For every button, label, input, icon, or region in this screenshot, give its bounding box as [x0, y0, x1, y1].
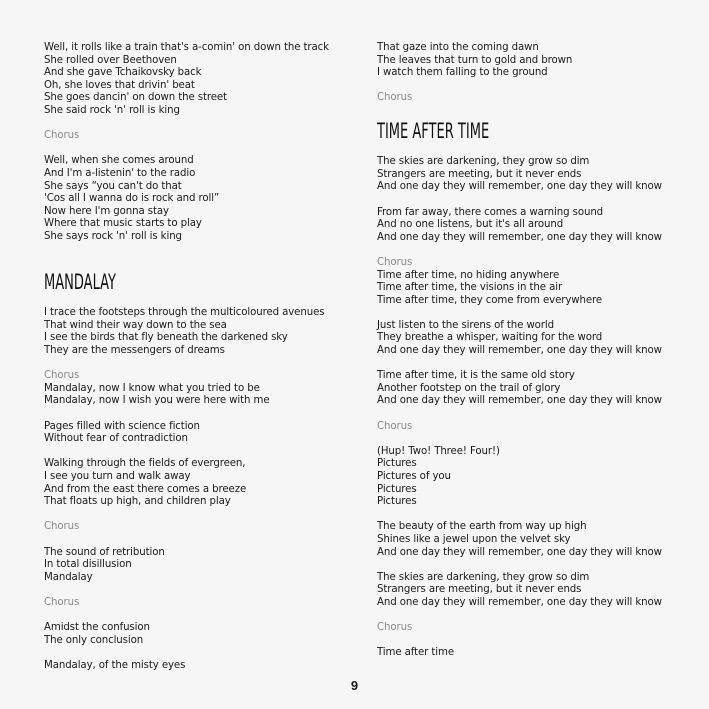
lyric-line: The skies are darkening, they grow so dim	[377, 156, 590, 168]
lyric-line: Pictures	[377, 483, 417, 495]
stanza-spacer	[44, 509, 354, 522]
left-lyrics-column	[44, 42, 354, 673]
lyric-line: Time after time, no hiding anywhere	[377, 269, 560, 281]
lyric-line: Strangers are meeting, but it never ends	[377, 168, 582, 180]
lyric-line: And she gave Tchaikovsky back	[44, 67, 202, 79]
stanza-spacer	[377, 144, 697, 157]
lyric-line: They breathe a whisper, waiting for the word	[377, 332, 603, 344]
stanza-spacer	[44, 295, 354, 308]
lyric-line: I watch them falling to the ground	[377, 67, 548, 79]
chorus-marker: Chorus	[44, 370, 80, 382]
lyric-line: Mandalay, now I know what you tried to be	[44, 382, 260, 394]
chorus-marker: Chorus	[377, 420, 413, 432]
stanza-spacer	[377, 433, 697, 446]
lyric-line: I see you turn and walk away	[44, 471, 191, 482]
chorus-marker: Chorus	[377, 92, 413, 104]
lyric-line: Shines like a jewel upon the velvet sky	[377, 533, 571, 545]
lyric-line: The sound of retribution	[44, 546, 165, 558]
lyric-line: Time after time, they come from everywhere	[377, 294, 603, 306]
stanza-spacer	[377, 408, 697, 421]
chorus-marker: Chorus	[377, 256, 413, 268]
stanza-spacer	[377, 105, 697, 118]
chorus-marker: Chorus	[44, 521, 80, 533]
stanza-spacer	[44, 358, 354, 371]
lyric-line: And no one listens, but it's all around	[377, 219, 564, 231]
lyric-line: And one day they will remember, one day they will know	[377, 231, 662, 243]
stanza-spacer	[377, 509, 697, 522]
lyric-line: Just listen to the sirens of the world	[377, 319, 554, 331]
lyric-line: And one day they will remember, one day they will know	[377, 596, 662, 608]
stanza-spacer	[44, 408, 354, 421]
lyric-line: Pages filled with science fiction	[44, 420, 200, 432]
lyric-line: Pictures of you	[377, 471, 451, 482]
lyric-line: She says “you can't do that	[44, 180, 182, 192]
stanza-spacer	[377, 80, 697, 93]
chorus-marker: Chorus	[377, 622, 413, 634]
lyric-line: And one day they will remember, one day they will know	[377, 345, 662, 357]
stanza-spacer	[44, 647, 354, 660]
lyric-line: Time after time, it is the same old story	[377, 370, 575, 382]
lyric-line: She rolled over Beethoven	[44, 54, 177, 66]
lyric-line: That gaze into the coming dawn	[377, 42, 539, 53]
lyric-line: She said rock 'n' roll is king	[44, 104, 180, 116]
stanza-spacer	[44, 446, 354, 459]
lyric-line: She says rock 'n' roll is king	[44, 230, 182, 242]
song-title: TIME AFTER TIME	[377, 118, 490, 143]
lyric-line: Walking through the fields of evergreen,	[44, 458, 246, 470]
lyric-line: 'Cos all I wanna do is rock and roll”	[44, 193, 220, 205]
stanza-spacer	[377, 635, 697, 648]
lyric-line: (Hup! Two! Three! Four!)	[377, 445, 500, 457]
right-lyrics-column	[377, 42, 697, 660]
lyric-line: Well, it rolls like a train that's a-comin' on down the track	[44, 42, 329, 53]
stanza-spacer	[377, 244, 697, 257]
lyric-line: Pictures	[377, 458, 417, 470]
lyric-line: Pictures	[377, 496, 417, 508]
lyric-line: The skies are darkening, they grow so dim	[377, 571, 590, 583]
stanza-spacer	[377, 358, 697, 371]
lyric-line: I see the birds that fly beneath the darkened sky	[44, 332, 288, 344]
lyric-line: And I'm a-listenin' to the radio	[44, 167, 196, 179]
chorus-marker: Chorus	[44, 596, 80, 608]
stanza-spacer	[44, 118, 354, 131]
lyric-line: That floats up high, and children play	[44, 496, 231, 508]
lyric-line: And one day they will remember, one day they will know	[377, 181, 662, 193]
lyric-line: Now here I'm gonna stay	[44, 205, 169, 217]
lyric-line: Without fear of contradiction	[44, 433, 188, 445]
stanza-spacer	[44, 244, 354, 257]
lyric-line: Strangers are meeting, but it never ends	[377, 584, 582, 596]
stanza-spacer	[44, 143, 354, 156]
lyric-line: Where that music starts to play	[44, 218, 202, 230]
lyric-line: She goes dancin' on down the street	[44, 92, 227, 104]
lyric-line: In total disillusion	[44, 559, 132, 571]
page-number: 9	[350, 678, 359, 693]
stanza-spacer	[377, 307, 697, 320]
chorus-marker: Chorus	[44, 130, 80, 142]
lyric-line: Oh, she loves that drivin' beat	[44, 79, 195, 91]
stanza-spacer	[44, 534, 354, 547]
stanza-spacer	[44, 256, 354, 269]
stanza-spacer	[377, 194, 697, 207]
lyric-line: I trace the footsteps through the multicoloured avenues	[44, 307, 325, 319]
lyric-line: Amidst the confusion	[44, 622, 150, 634]
lyric-line: Mandalay, now I wish you were here with me	[44, 395, 270, 407]
stanza-spacer	[377, 559, 697, 572]
song-title: MANDALAY	[44, 269, 116, 294]
lyric-line: From far away, there comes a warning sound	[377, 206, 604, 218]
lyric-line: Mandalay	[44, 571, 93, 583]
lyric-line: Another footstep on the trail of glory	[377, 382, 561, 394]
lyric-line: Well, when she comes around	[44, 155, 194, 167]
stanza-spacer	[377, 610, 697, 623]
lyric-line: And one day they will remember, one day they will know	[377, 546, 662, 558]
lyric-line: The only conclusion	[44, 634, 144, 646]
stanza-spacer	[44, 610, 354, 623]
lyric-line: And from the east there comes a breeze	[44, 483, 247, 495]
stanza-spacer	[44, 584, 354, 597]
lyric-line: Mandalay, of the misty eyes	[44, 659, 186, 671]
lyric-line: Time after time, the visions in the air	[377, 282, 563, 294]
lyric-line: The leaves that turn to gold and brown	[377, 54, 573, 66]
lyric-line: And one day they will remember, one day they will know	[377, 395, 662, 407]
lyric-line: That wind their way down to the sea	[44, 319, 227, 331]
lyric-line: They are the messengers of dreams	[44, 345, 225, 357]
lyric-line: The beauty of the earth from way up high	[377, 521, 587, 533]
lyric-line: Time after time	[377, 647, 455, 659]
